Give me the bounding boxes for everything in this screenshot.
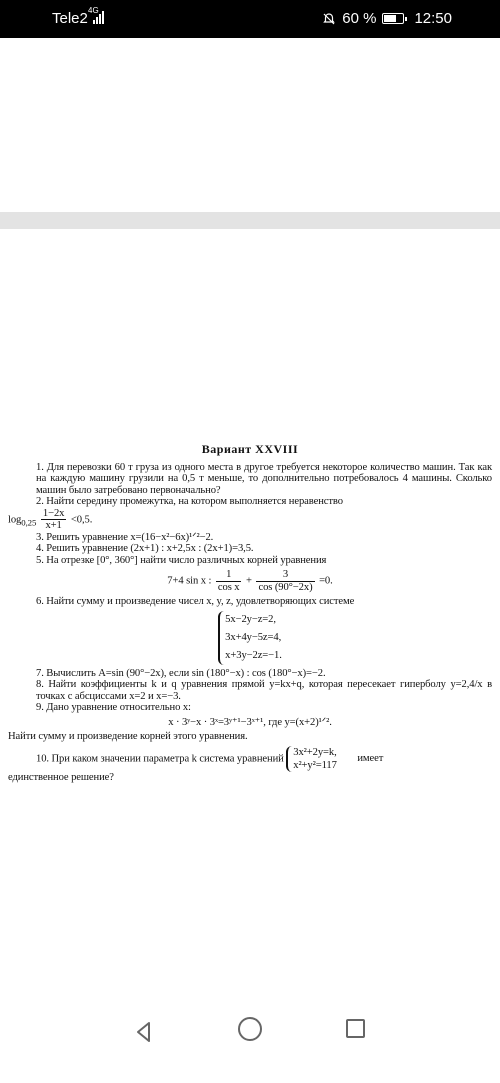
equation-left: 7+4 sin x : [167, 575, 212, 587]
log-base: 0,25 [21, 517, 37, 528]
battery-percent: 60 % [342, 10, 377, 27]
problem-6: 6. Найти сумму и произведение чисел x, y, z, удовлетворяющих системе [36, 596, 355, 607]
problem-10-system [286, 746, 337, 772]
problem-5-equation [8, 569, 492, 593]
problem-8: 8. Найти коэффициенты k и q уравнения прямой y=kx+q, которая пересекает гиперболу y=2,4/x в точках с абсциссами x=2 и x=−3. [36, 679, 492, 702]
fraction-2-denominator: cos (90°−2x) [258, 581, 313, 593]
signal-icon [93, 10, 107, 24]
system-line-1: 5x−2y−z=2, [225, 613, 276, 625]
problem-1: 1. Для перевозки 60 т груза из одного места в другое требуется некоторое количество машин. Так как на каждую машину грузили на 0,5 т меньше, то дополнительно потребовалось 4 машины. Сколько машин было затребовано первоначально? [36, 461, 492, 496]
mute-bell-icon [322, 12, 336, 26]
problem-4: 4. Решить уравнение (2x+1) : x+2,5x : (2x+1)=3,5. [36, 543, 254, 554]
inequality-tail: <0,5. [70, 513, 93, 525]
fraction-numerator: 1−2x [42, 507, 65, 519]
divider-band [0, 212, 500, 229]
system-line-2: 3x+4y−5z=4, [225, 631, 282, 643]
problem-3: 3. Решить уравнение x=(16−x²−6x)¹ᐟ²−2. [36, 531, 214, 543]
fraction-2 [256, 569, 314, 593]
equation-system [218, 611, 282, 665]
problem-9-equation: x · 3ʸ−x · 3ˣ=3ʸ⁺¹−3ˣ⁺¹, где y=(x+2)¹ᐟ². [168, 716, 332, 728]
problem-10-text-end: имеет [357, 752, 384, 764]
back-icon[interactable] [132, 1020, 156, 1044]
problem-2: 2. Найти середину промежутка, на котором выполняется неравенство [36, 496, 343, 507]
recent-apps-icon[interactable] [346, 1019, 365, 1038]
document-image [8, 444, 492, 783]
fraction-denominator: x+1 [45, 520, 62, 531]
fraction-2-numerator: 3 [256, 569, 314, 582]
home-icon[interactable] [238, 1017, 262, 1041]
log-label: log [8, 513, 22, 525]
problem-10-text: 10. При каком значении параметра k система уравнений [36, 752, 284, 764]
system-line-3: x+3y−2z=−1. [225, 649, 282, 661]
fraction-1-denominator: cos x [217, 581, 240, 593]
problem-6-system [8, 611, 492, 665]
problem-5: 5. На отрезке [0°, 360°] найти число различных корней уравнения [36, 554, 327, 566]
network-type: 4G [88, 6, 99, 15]
fraction-1-numerator: 1 [216, 569, 242, 582]
battery-icon [382, 13, 404, 24]
system-line-2: x²+y²=117 [293, 759, 337, 771]
clock: 12:50 [414, 10, 452, 27]
fraction-1 [216, 569, 242, 593]
equation-right: =0. [319, 575, 333, 587]
navigation-bar [0, 1000, 500, 1083]
problem-9-tail: Найти сумму и произведение корней этого уравнения. [8, 731, 248, 742]
carrier-name: Tele2 [52, 10, 88, 27]
problem-2-formula [8, 508, 492, 532]
problem-10-tail: единственное решение? [8, 771, 114, 783]
log-fraction [41, 508, 66, 532]
status-bar [0, 0, 500, 38]
plus-sign: + [246, 575, 252, 587]
problem-9: 9. Дано уравнение относительно x: [36, 702, 191, 713]
problem-7: 7. Вычислить A=sin (90°−2x), если sin (180°−x) : cos (180°−x)=−2. [36, 667, 326, 679]
problem-10 [8, 746, 492, 772]
system-line-1: 3x²+2y=k, [293, 746, 337, 758]
document-title: Вариант XXVIII [201, 442, 299, 456]
